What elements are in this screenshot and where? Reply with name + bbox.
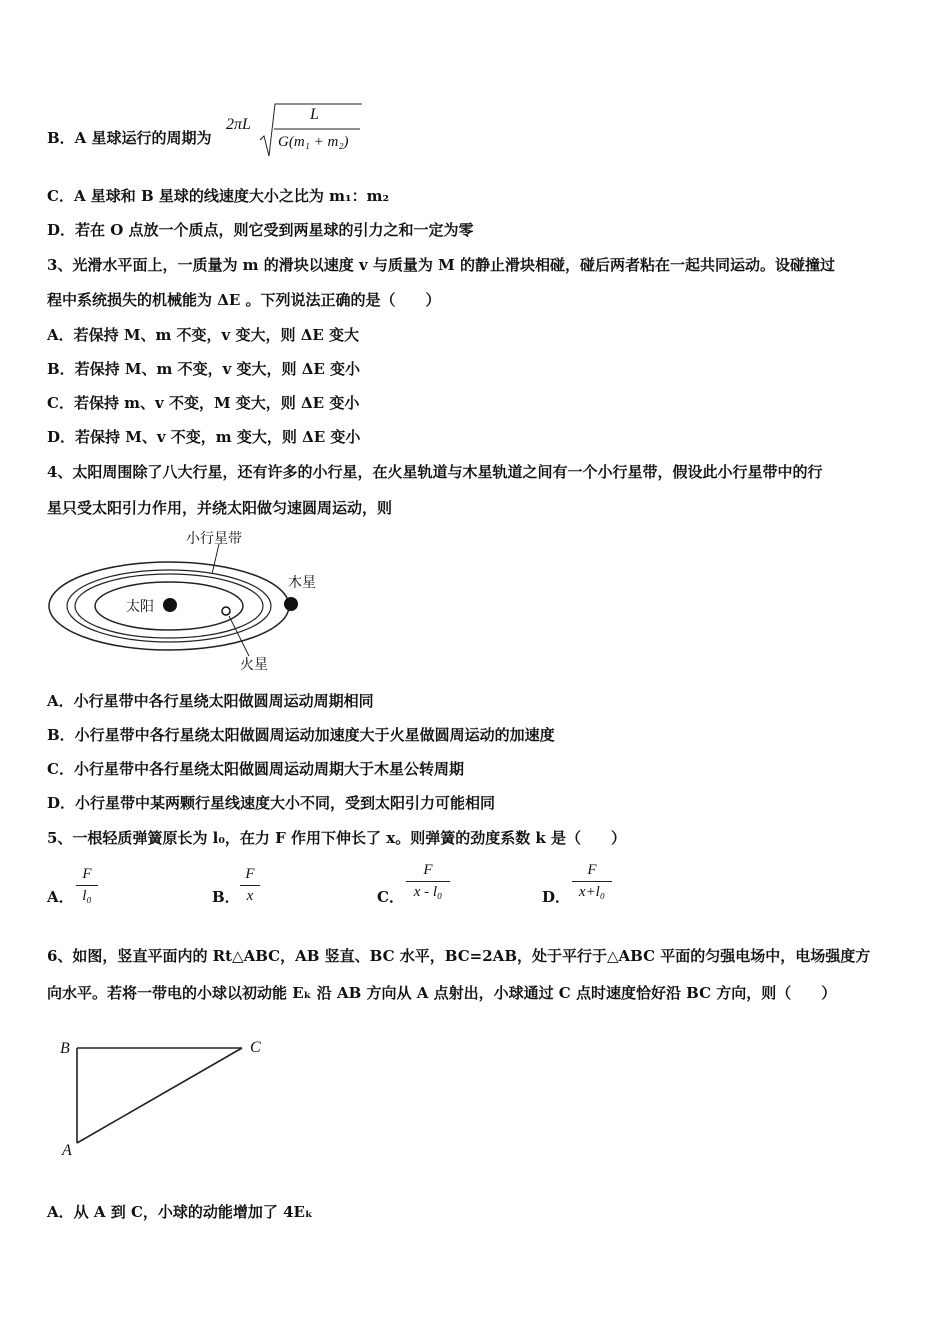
- q5-c-denominator: x - l₀: [413, 884, 443, 900]
- q5-d-denominator: x+l₀: [578, 884, 606, 900]
- q4-option-b: B．小行星带中各行星绕太阳做圆周运动加速度大于火星做圆周运动的加速度: [47, 726, 555, 744]
- q2-option-d: D．若在 O 点放一个质点，则它受到两星球的引力之和一定为零: [47, 221, 474, 239]
- q5-option-b-label: B．: [212, 888, 240, 906]
- q6-label-b: B: [60, 1040, 70, 1057]
- q4-option-c: C．小行星带中各行星绕太阳做圆周运动周期大于木星公转周期: [47, 760, 464, 778]
- q2-option-b-text: B．A 星球运行的周期为: [47, 129, 212, 147]
- q5-option-c-label: C．: [377, 888, 404, 906]
- q6-triangle-diagram: [52, 1028, 282, 1168]
- q6-label-c: C: [250, 1039, 261, 1056]
- q4-option-d: D．小行星带中某两颗行星线速度大小不同，受到太阳引力可能相同: [47, 794, 496, 812]
- q5-option-b-fraction: [240, 866, 260, 905]
- q5-d-fraction-bar: [572, 881, 612, 882]
- q3-stem-line2: 程中系统损失的机械能为 ΔE 。下列说法正确的是（ ）: [47, 291, 441, 309]
- q4-option-a: A．小行星带中各行星绕太阳做圆周运动周期相同: [47, 692, 374, 710]
- q6-stem-line2: 向水平。若将一带电的小球以初动能 Eₖ 沿 AB 方向从 A 点射出，小球通过 C 点时速度恰好沿 BC 方向，则（ ）: [47, 984, 837, 1002]
- q4-label-mars: 火星: [240, 657, 268, 673]
- q5-a-denominator: l₀: [82, 888, 92, 904]
- q2-period-formula: [222, 100, 372, 160]
- q5-option-a-fraction: [76, 866, 98, 905]
- q5-option-a-label: A．: [47, 888, 74, 906]
- q4-label-sun: 太阳: [126, 599, 154, 615]
- q5-option-d-fraction: [572, 862, 612, 901]
- mars-dot: [222, 607, 230, 615]
- q2-option-c: C．A 星球和 B 星球的线速度大小之比为 m₁：m₂: [47, 187, 390, 205]
- q3-stem-line1: 3、光滑水平面上，一质量为 m 的滑块以速度 v 与质量为 M 的静止滑块相碰，碰后两者粘在一起共同运动。设碰撞过: [47, 256, 835, 274]
- q4-label-jupiter: 木星: [288, 575, 316, 591]
- q5-option-c-fraction: [406, 862, 450, 901]
- jupiter-dot: [284, 597, 298, 611]
- q4-label-belt: 小行星带: [186, 531, 242, 547]
- q5-stem: 5、一根轻质弹簧原长为 l₀，在力 F 作用下伸长了 x。则弹簧的劲度系数 k 是（ ）: [47, 829, 627, 847]
- q5-c-fraction-bar: [406, 881, 450, 882]
- q3-option-d: D．若保持 M、v 不变，m 变大，则 ΔE 变小: [47, 428, 361, 446]
- q5-option-d-label: D．: [542, 888, 571, 906]
- q3-option-c: C．若保持 m、v 不变，M 变大，则 ΔE 变小: [47, 394, 360, 412]
- q2-option-b: [47, 128, 212, 148]
- q3-option-a: A．若保持 M、m 不变，v 变大，则 ΔE 变大: [47, 326, 360, 344]
- q5-b-numerator: F: [245, 866, 255, 882]
- q5-a-numerator: F: [82, 866, 92, 882]
- q2-sqrt-sign: [222, 100, 372, 160]
- q3-option-b: B．若保持 M、m 不变，v 变大，则 ΔE 变小: [47, 360, 361, 378]
- q4-orbit-diagram: [44, 528, 334, 676]
- q5-b-denominator: x: [246, 888, 254, 904]
- q2-formula-num: L: [310, 106, 319, 123]
- q6-label-a: A: [62, 1142, 72, 1159]
- q4-stem-line1: 4、太阳周围除了八大行星，还有许多的小行星，在火星轨道与木星轨道之间有一个小行星带，假设此小行星带中的行: [47, 463, 823, 481]
- sun-dot: [163, 598, 177, 612]
- q5-d-numerator: F: [587, 862, 597, 878]
- q2-formula-coef: 2πL: [226, 116, 251, 133]
- q5-c-numerator: F: [423, 862, 433, 878]
- q2-formula-den: G(m₁ + m₂): [278, 134, 349, 150]
- q6-stem-line1: 6、如图，竖直平面内的 Rt△ABC，AB 竖直、BC 水平，BC=2AB，处于平行于△ABC 平面的匀强电场中，电场强度方: [47, 947, 871, 965]
- q4-stem-line2: 星只受太阳引力作用，并绕太阳做匀速圆周运动，则: [47, 499, 393, 517]
- q6-triangle-figure: [52, 1028, 282, 1168]
- q5-b-fraction-bar: [240, 885, 260, 886]
- q6-option-a: A．从 A 到 C，小球的动能增加了 4Eₖ: [47, 1203, 313, 1221]
- q4-orbit-figure: [44, 528, 334, 676]
- q5-a-fraction-bar: [76, 885, 98, 886]
